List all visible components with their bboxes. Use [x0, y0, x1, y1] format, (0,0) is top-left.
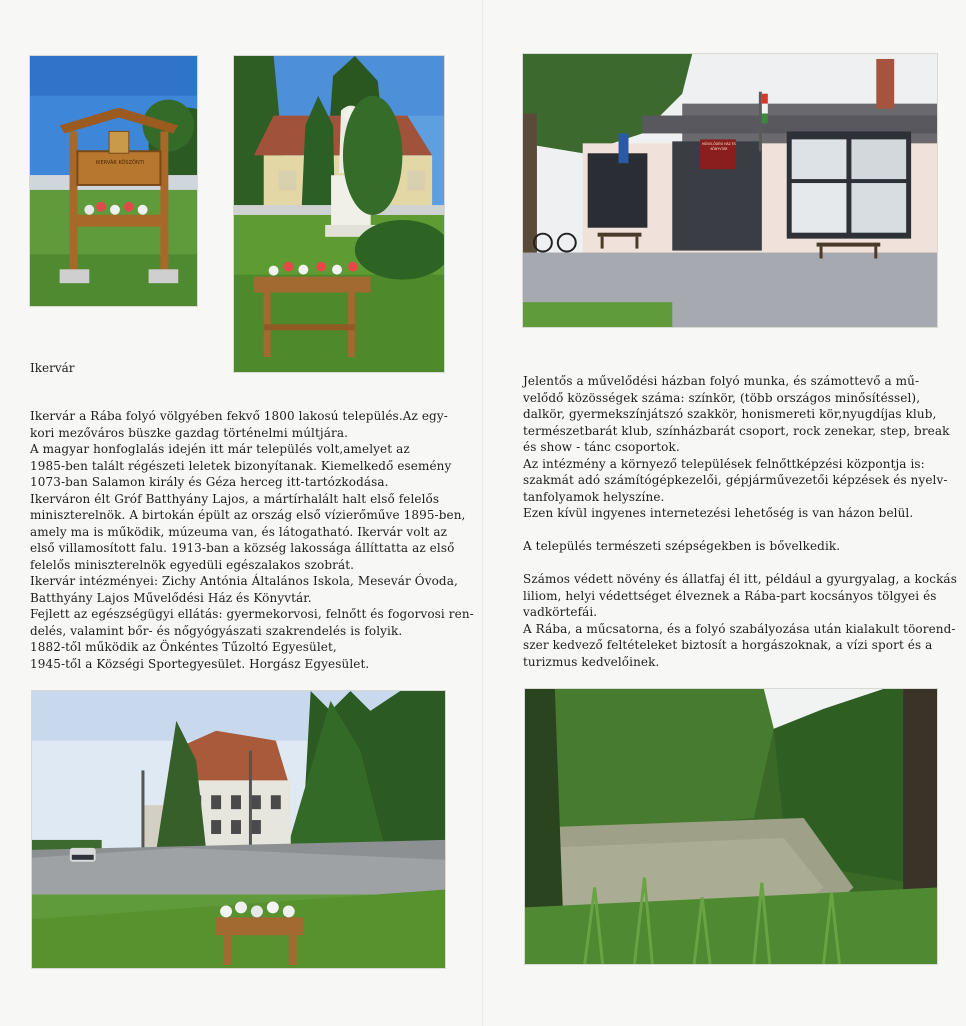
text-line: amely ma is működik, múzeuma van, és látogatható. Ikervár volt az	[30, 524, 448, 539]
text-line: miniszterelnök. A birtokán épült az ország első vízierőműve 1895-ben,	[30, 508, 466, 522]
text-line: velődő közösségek száma: színkör, (több országos minősítéssel),	[523, 390, 921, 405]
paragraph-gap	[523, 522, 943, 539]
text-line: dalkör, gyermekszínjátszó szakkör, honismereti kör,nyugdíjas klub,	[523, 407, 937, 421]
text-line: Fejlett az egészségügyi ellátás: gyermekorvosi, felnőtt és fogorvosi ren-	[30, 607, 474, 621]
text-line: első villamosított falu. 1913-ban a község lakossága állíttatta az első	[30, 541, 455, 555]
paragraph-gap	[523, 555, 943, 572]
text-line: szer kedvező feltételeket biztosít a horgászoknak, a vízi sport és a	[523, 638, 933, 652]
text-line: kori mezőváros büszke gazdag történelmi múltjára.	[30, 425, 349, 440]
text-line: Batthyány Lajos Művelődési Ház és Könyvtár.	[30, 590, 312, 605]
library-sign-text: MŰVELŐDÉSI HÁZ ÉS KÖNYVTÁR	[702, 142, 736, 151]
text-line: A magyar honfoglalás idején itt már település volt,amelyet az	[30, 442, 410, 456]
text-line: 1945-től a Községi Sportegyesület. Horgász Egyesület.	[30, 656, 370, 671]
text-line: és show - tánc csoportok.	[523, 440, 680, 454]
text-line: delés, valamint bőr- és nőgyógyászati szakrendelés is folyik.	[30, 623, 403, 638]
text-line: 1882-től működik az Önkéntes Tűzoltó Egyesület,	[30, 640, 337, 654]
text-line: A Rába, a műcsatorna, és a folyó szabályozása után kialakult töorend-	[523, 621, 956, 636]
photo-culture-house	[522, 53, 938, 328]
text-line: Ikervár a Rába folyó völgyében fekvő 1800 lakosú település.Az egy-	[30, 409, 448, 423]
text-line: Jelentős a művelődési házban folyó munka, és számottevő a mű-	[523, 374, 920, 388]
photo-village-street	[31, 690, 446, 969]
text-line: Ikervár intézményei: Zichy Antónia Általános Iskola, Mesevár Óvoda,	[30, 574, 458, 588]
text-line: A település természeti szépségekben is bővelkedik.	[523, 539, 841, 553]
right-article-text	[523, 373, 957, 670]
page-fold	[482, 0, 484, 1026]
text-line: liliom, helyi védettséget élveznek a Rába-part kocsányos tölgyei és	[523, 588, 937, 603]
text-line: Ikerváron élt Gróf Batthyány Lajos, a mártírhalált halt első felelős	[30, 491, 440, 506]
village-sign-text: IKERVÁR KÖSZÖNTI	[95, 160, 145, 166]
text-line: természetbarát klub, színházbarát csoport, rock zenekar, step, break	[523, 423, 950, 438]
text-line: turizmus kedvelőinek.	[523, 654, 660, 669]
text-line: Számos védett növény és állatfaj él itt, például a gyurgyalag, a kockás	[523, 572, 957, 586]
photo-village-sign	[29, 55, 198, 307]
text-line: vadkörtefái.	[523, 605, 598, 619]
text-line: 1073-ban Salamon király és Géza herceg itt-tartózkodása.	[30, 475, 389, 489]
text-line: Ezen kívül ingyenes internetezési lehetőség is van házon belül.	[523, 506, 914, 520]
photo-raba-river	[524, 688, 938, 965]
photo-statue	[233, 55, 445, 373]
photo-caption: Ikervár	[30, 361, 75, 375]
text-line: felelős miniszterelnök egyedüli egészalakos szobrát.	[30, 557, 355, 572]
text-line: szakmát adó számítógépkezelői, gépjárművezetői képzések és nyelv-	[523, 473, 948, 487]
text-line: Az intézmény a környező települések felnőttképzési központja is:	[523, 456, 925, 471]
text-line: 1985-ben talált régészeti leletek bizonyítanak. Kiemelkedő esemény	[30, 458, 452, 473]
text-line: tanfolyamok helyszíne.	[523, 489, 665, 504]
left-article-text	[30, 408, 474, 672]
